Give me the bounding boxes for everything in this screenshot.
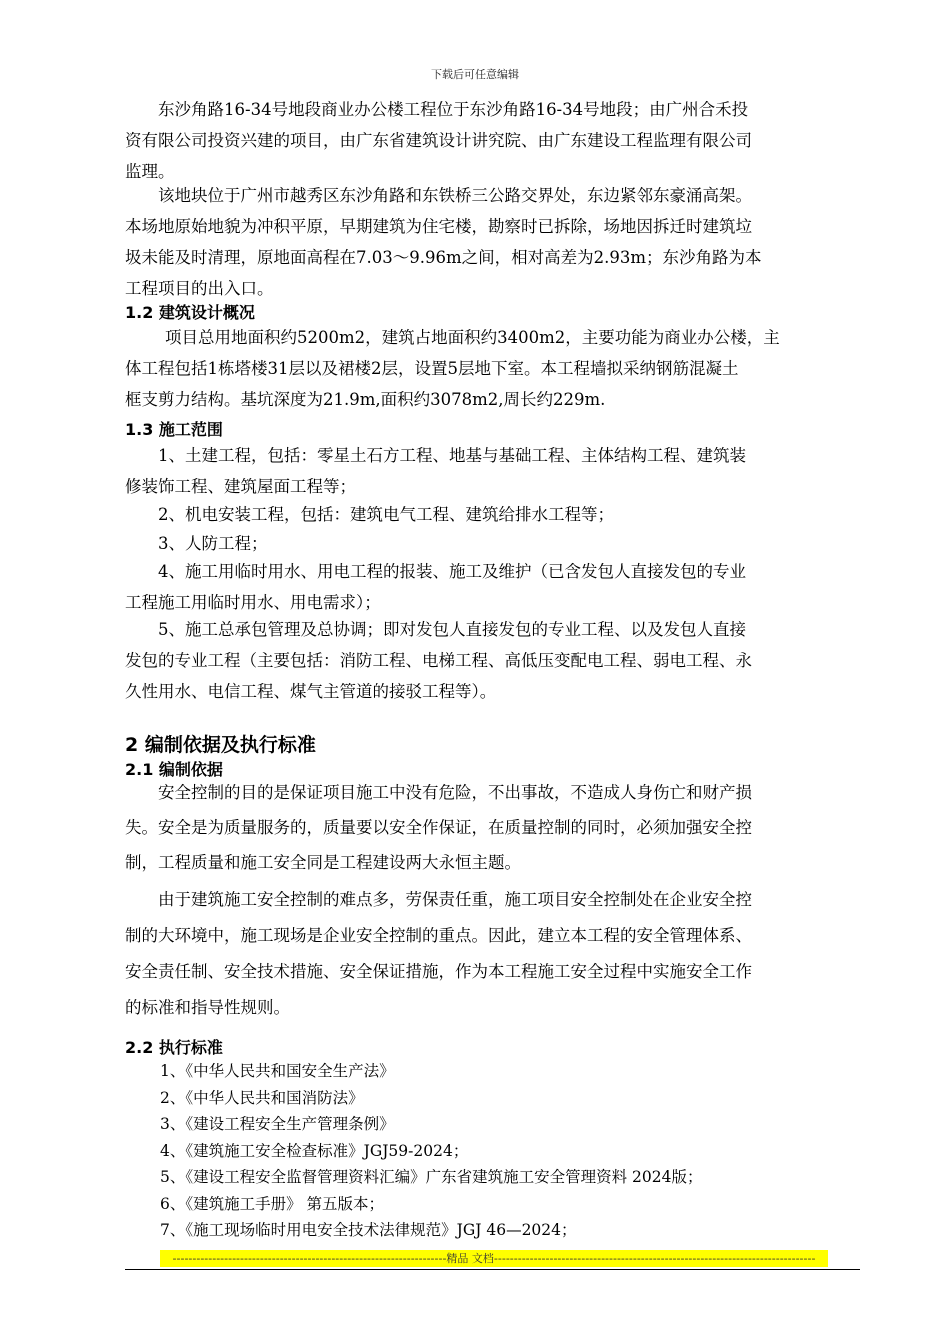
text-line: 本场地原始地貌为冲积平原，早期建筑为住宅楼，勘察时已拆除，场地因拆迁时建筑垃	[125, 217, 752, 236]
text-line: 制的大环境中，施工现场是企业安全控制的重点。因此，建立本工程的安全管理体系、	[125, 926, 752, 945]
text-line: 监理。	[125, 162, 175, 181]
list-item: 3、《建设工程安全生产管理条例》	[160, 1115, 395, 1133]
text-line: 体工程包括1栋塔楼31层以及裙楼2层，设置5层地下室。本工程墙拟采纳钢筋混凝土	[125, 359, 739, 378]
section-heading-2-2: 2.2 执行标准	[125, 1038, 223, 1057]
text-line: 1、土建工程，包括：零星土石方工程、地基与基础工程、主体结构工程、建筑装	[158, 446, 746, 465]
list-item: 5、《建设工程安全监督管理资料汇编》广东省建筑施工安全管理资料 2024版；	[160, 1168, 703, 1186]
scope-item-1	[125, 440, 865, 502]
list-item: 2、《中华人民共和国消防法》	[160, 1088, 364, 1107]
footer-banner: ---------------------------------------------------------------------精品 文档---------------------------------------------------------------------------------	[160, 1250, 828, 1267]
text-line: 久性用水、电信工程、煤气主管道的接驳工程等）。	[125, 682, 497, 701]
section-heading-1-2: 1.2 建筑设计概况	[125, 303, 255, 322]
intro-paragraph-1	[125, 94, 865, 187]
text-line: 工程项目的出入口。	[125, 279, 274, 298]
chapter-heading-2: 2 编制依据及执行标准	[125, 734, 316, 756]
text-line: 5、施工总承包管理及总协调；即对发包人直接发包的专业工程、以及发包人直接	[158, 620, 746, 639]
footer-divider	[125, 1269, 860, 1270]
section-1-2-paragraph	[125, 322, 865, 415]
text-line: 的标准和指导性规则。	[125, 998, 290, 1017]
text-line: 制，工程质量和施工安全同是工程建设两大永恒主题。	[125, 853, 521, 872]
text-line: 该地块位于广州市越秀区东沙角路和东铁桥三公路交界处，东边紧邻东豪涌高架。	[158, 186, 752, 205]
text-line: 修装饰工程、建筑屋面工程等；	[125, 477, 356, 496]
section-heading-2-1: 2.1 编制依据	[125, 760, 223, 779]
standards-list	[160, 1058, 703, 1244]
text-line: 安全控制的目的是保证项目施工中没有危险，不出事故，不造成人身伤亡和财产损	[158, 783, 752, 802]
basis-paragraph-1	[125, 775, 865, 880]
text-line: 3、人防工程；	[158, 534, 268, 553]
header-note: 下载后可任意编辑	[431, 68, 519, 81]
text-line: 安全责任制、安全技术措施、安全保证措施，作为本工程施工安全过程中实施安全工作	[125, 962, 752, 981]
text-line: 项目总用地面积约5200m2，建筑占地面积约3400m2，主要功能为商业办公楼，主	[165, 328, 780, 347]
list-item: 1、《中华人民共和国安全生产法》	[160, 1062, 395, 1080]
text-line: 框支剪力结构。基坑深度为21.9m,面积约3078m2,周长约229m.	[125, 390, 606, 409]
text-line: 工程施工用临时用水、用电需求）；	[125, 593, 381, 612]
section-heading-1-3: 1.3 施工范围	[125, 420, 223, 439]
intro-paragraph-2	[125, 180, 865, 304]
list-item: 6、《建筑施工手册》 第五版本；	[160, 1194, 385, 1213]
list-item: 7、《施工现场临时用电安全技术法律规范》JGJ 46—2024；	[160, 1221, 577, 1239]
text-line: 4、施工用临时用水、用电工程的报装、施工及维护（已含发包人直接发包的专业	[158, 562, 746, 581]
text-line: 圾未能及时清理，原地面高程在7.03～9.96m之间，相对高差为2.93m；东沙角路为本	[125, 248, 762, 267]
text-line: 失。安全是为质量服务的，质量要以安全作保证，在质量控制的同时，必须加强安全控	[125, 818, 752, 837]
scope-item-2	[125, 499, 865, 530]
text-line: 发包的专业工程（主要包括：消防工程、电梯工程、高低压变配电工程、弱电工程、永	[125, 651, 752, 670]
list-item: 4、《建筑施工安全检查标准》JGJ59-2024；	[160, 1141, 469, 1160]
text-line: 由于建筑施工安全控制的难点多，劳保责任重，施工项目安全控制处在企业安全控	[158, 890, 752, 909]
text-line: 东沙角路16-34号地段商业办公楼工程位于东沙角路16-34号地段；由广州合禾投	[158, 100, 749, 119]
basis-paragraph-2	[125, 882, 865, 1026]
scope-item-4	[125, 556, 865, 618]
scope-item-3	[125, 528, 865, 559]
text-line: 2、机电安装工程，包括：建筑电气工程、建筑给排水工程等；	[158, 505, 614, 524]
text-line: 资有限公司投资兴建的项目，由广东省建筑设计讲究院、由广东建设工程监理有限公司	[125, 131, 752, 150]
scope-item-5	[125, 614, 865, 707]
